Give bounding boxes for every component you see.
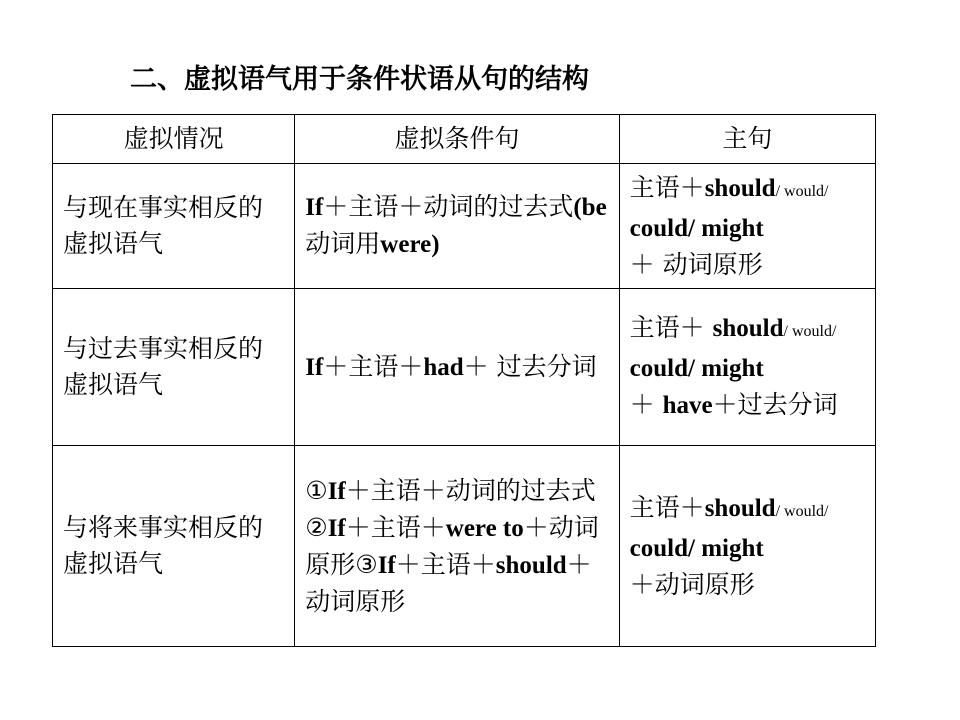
- main-clause-text: 主语＋: [629, 492, 705, 522]
- main-clause-text: ＋动词原形: [629, 569, 755, 599]
- header-case: 虚拟情况: [53, 115, 295, 164]
- table-row: [53, 446, 876, 647]
- main-clause-text: ＋: [629, 390, 663, 419]
- main-clause-text: / would/: [775, 182, 829, 200]
- case-cell: 与过去事实相反的虚拟语气: [53, 289, 295, 446]
- case-cell: 与现在事实相反的虚拟语气: [53, 164, 295, 289]
- case-cell: 与将来事实相反的虚拟语气: [53, 446, 295, 647]
- condition-text: ①: [305, 475, 328, 505]
- header-main-clause: 主句: [619, 115, 875, 164]
- main-clause-text: have: [662, 392, 713, 419]
- main-clause-text: 主语＋: [629, 172, 705, 202]
- main-clause-text: could/ might: [629, 214, 764, 242]
- condition-text: ＋ 过去分词: [463, 351, 597, 381]
- main-clause-text: / would/: [775, 502, 829, 520]
- main-clause-cell: [619, 289, 875, 446]
- main-clause-text: ＋过去分词: [712, 390, 838, 419]
- main-clause-text: could/ might: [629, 355, 764, 382]
- header-condition: 虚拟条件句: [295, 115, 619, 164]
- condition-text: had: [423, 353, 464, 381]
- condition-text: If: [327, 514, 346, 542]
- table-header-row: [53, 115, 876, 164]
- condition-text: ＋动词原形③: [305, 512, 599, 579]
- condition-text: ＋主语＋: [345, 512, 446, 542]
- page-title: 二、虚拟语气用于条件状语从句的结构: [130, 64, 589, 95]
- condition-cell: [295, 446, 619, 647]
- table-row: [53, 164, 876, 289]
- condition-text: If: [305, 194, 324, 221]
- main-clause-text: ＋ 动词原形: [629, 249, 763, 279]
- condition-text: ＋主语＋: [323, 351, 424, 381]
- condition-text: ＋主语＋动词的过去式②: [305, 475, 596, 542]
- main-clause-text: should: [704, 494, 776, 522]
- condition-text: If: [305, 353, 324, 381]
- main-clause-text: should: [712, 315, 784, 342]
- main-clause-text: 主语＋: [629, 313, 713, 342]
- condition-text: ＋主语＋动词的过去式: [323, 192, 574, 221]
- condition-text: should: [495, 551, 567, 579]
- condition-text: 动词用: [305, 229, 381, 258]
- condition-cell: [295, 164, 619, 289]
- condition-text: were): [380, 231, 440, 258]
- condition-text: ＋主语＋: [395, 549, 496, 579]
- table-row: [53, 289, 876, 446]
- main-clause-text: could/ might: [629, 534, 764, 562]
- condition-text: (be: [573, 194, 607, 221]
- condition-text: ＋动词原形: [305, 549, 592, 616]
- main-clause-text: should: [704, 174, 776, 202]
- subjunctive-structure-table: [52, 114, 876, 647]
- main-clause-cell: [619, 446, 875, 647]
- condition-text: were to: [445, 514, 524, 542]
- condition-cell: [295, 289, 619, 446]
- main-clause-cell: [619, 164, 875, 289]
- main-clause-text: / would/: [783, 323, 837, 340]
- condition-text: If: [377, 551, 396, 579]
- condition-text: If: [327, 477, 346, 505]
